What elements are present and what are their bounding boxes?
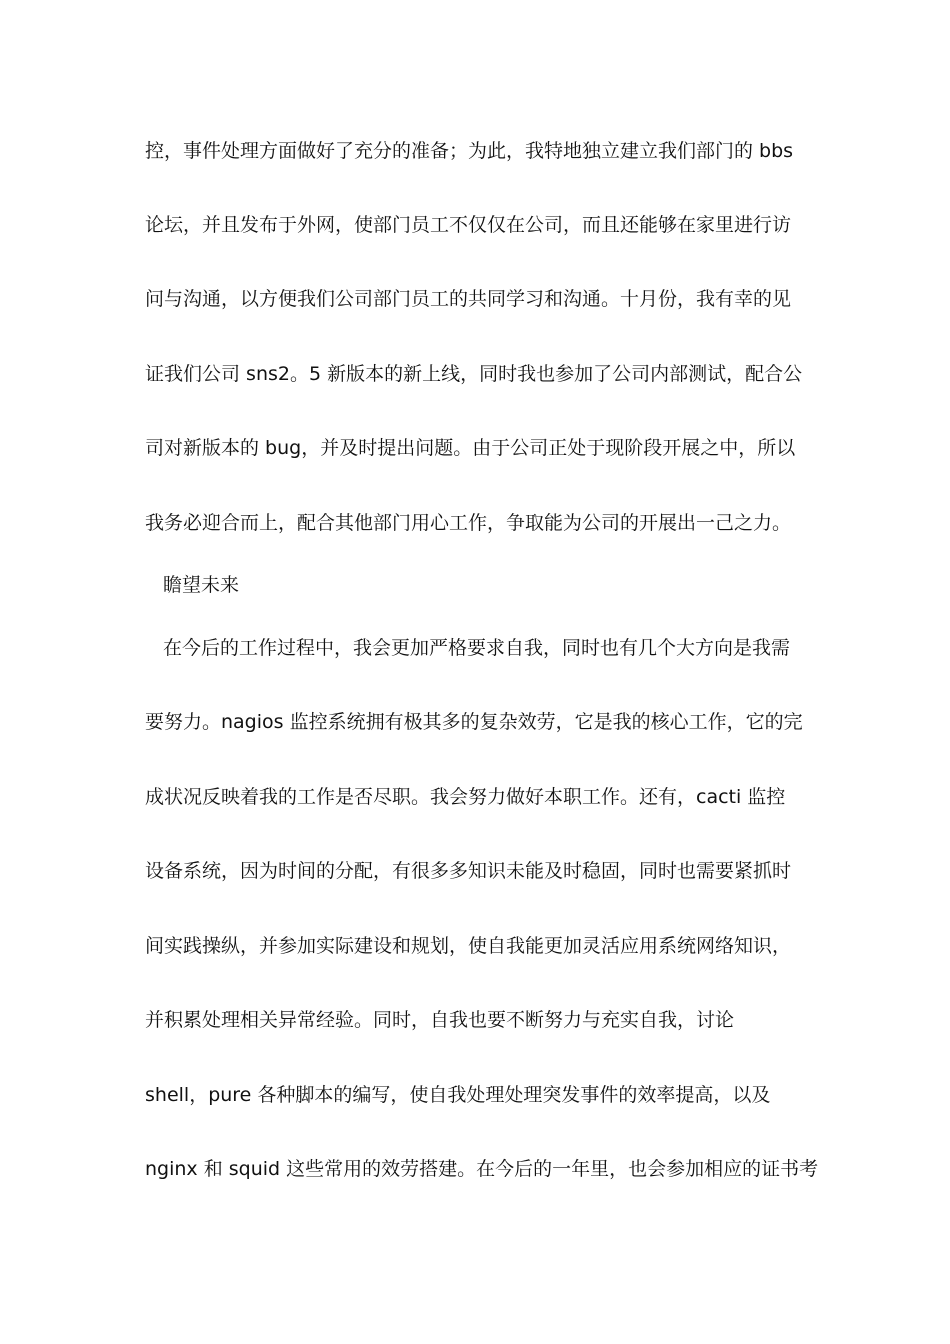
paragraph-line-15: nginx 和 squid 这些常用的效劳搭建。在今后的一年里，也会参加相应的证书考 (145, 1158, 819, 1180)
paragraph-line-5: 司对新版本的 bug，并及时提出问题。由于公司正处于现阶段开展之中，所以 (145, 437, 796, 459)
paragraph-line-4: 证我们公司 sns2。5 新版本的新上线，同时我也参加了公司内部测试，配合公 (145, 363, 803, 385)
paragraph-line-13: 并积累处理相关异常经验。同时，自我也要不断努力与充实自我，讨论 (145, 1009, 735, 1031)
paragraph-line-10: 成状况反映着我的工作是否尽职。我会努力做好本职工作。还有，cacti 监控 (145, 786, 786, 808)
paragraph-line-1: 控，事件处理方面做好了充分的准备；为此，我特地独立建立我们部门的 bbs (145, 140, 794, 162)
section-heading: 瞻望未来 (163, 574, 240, 596)
paragraph-line-9: 要努力。nagios 监控系统拥有极其多的复杂效劳，它是我的核心工作，它的完 (145, 711, 803, 733)
paragraph-line-2: 论坛，并且发布于外网，使部门员工不仅仅在公司，而且还能够在家里进行访 (145, 214, 792, 236)
paragraph-line-6: 我务必迎合而上，配合其他部门用心工作，争取能为公司的开展出一己之力。 (145, 512, 792, 534)
paragraph-line-3: 问与沟通，以方便我们公司部门员工的共同学习和沟通。十月份，我有幸的见 (145, 288, 792, 310)
paragraph-line-8: 在今后的工作过程中，我会更加严格要求自我，同时也有几个大方向是我需 (163, 637, 791, 659)
paragraph-line-11: 设备系统，因为时间的分配，有很多多知识未能及时稳固，同时也需要紧抓时 (145, 860, 792, 882)
paragraph-line-14: shell，pure 各种脚本的编写，使自我处理处理突发事件的效率提高，以及 (145, 1084, 771, 1106)
paragraph-line-12: 间实践操纵，并参加实际建设和规划，使自我能更加灵活应用系统网络知识， (145, 935, 792, 957)
